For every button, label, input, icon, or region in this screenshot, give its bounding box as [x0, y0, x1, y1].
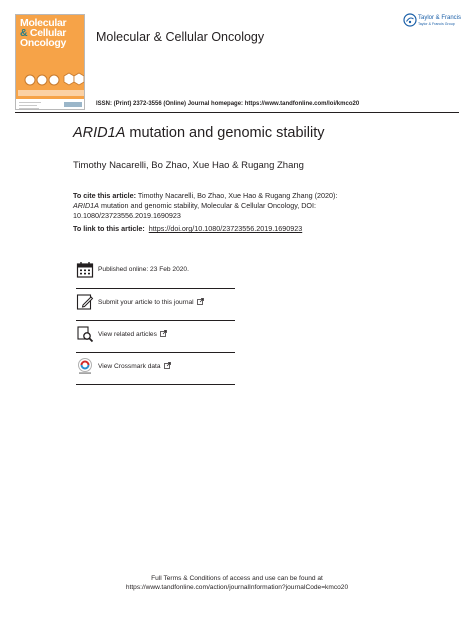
submit-article-link[interactable] — [76, 293, 236, 323]
publisher-logo-icon — [403, 13, 417, 27]
header-divider — [15, 112, 459, 113]
divider — [76, 384, 235, 385]
divider — [76, 288, 235, 289]
divider — [76, 352, 235, 353]
external-link-icon — [197, 298, 204, 305]
submit-article-icon — [76, 293, 94, 311]
publisher-name: Taylor & Francis — [418, 15, 462, 21]
published-row — [76, 261, 236, 291]
article-title — [73, 125, 324, 141]
cover-title-line1: Molecular — [20, 17, 67, 29]
terms-footer-link[interactable]: https://www.tandfonline.com/action/journalInformation?journalCode=kmco20 — [125, 584, 349, 591]
cover-title-amp: & — [20, 27, 28, 39]
article-authors: Timothy Nacarelli, Bo Zhao, Xue Hao & Rugang Zhang — [73, 160, 304, 171]
related-articles-label: View related articles — [98, 331, 157, 338]
issn-line: ISSN: (Print) 2372-3556 (Online) Journal homepage: https://www.tandfonline.com/loi/kmco20 — [96, 101, 360, 107]
article-doi-link[interactable]: https://doi.org/10.1080/23723556.2019.1690923 — [148, 224, 303, 233]
divider — [76, 320, 235, 321]
cover-title-line2: Cellular — [29, 27, 67, 39]
article-title-gene: ARID1A — [73, 125, 126, 141]
crossmark-link[interactable] — [76, 357, 236, 387]
citation-label: To cite this article: — [73, 191, 136, 200]
terms-footer — [0, 574, 474, 592]
published-date-text: Published online: 23 Feb 2020. — [98, 266, 189, 273]
link-label: To link to this article: — [73, 224, 145, 233]
journal-name[interactable]: Molecular & Cellular Oncology — [96, 30, 265, 44]
article-title-rest: mutation and genomic stability — [125, 125, 325, 141]
citation-block — [73, 191, 373, 221]
article-link-row — [73, 224, 302, 233]
cover-title-line3: Oncology — [20, 37, 67, 49]
crossmark-icon — [76, 357, 94, 375]
related-articles-link[interactable] — [76, 325, 236, 355]
cover-title — [20, 18, 82, 48]
terms-footer-line1: Full Terms & Conditions of access and use can be found at — [151, 575, 323, 582]
journal-cover-image — [15, 14, 85, 110]
submit-article-label: Submit your article to this journal — [98, 299, 194, 306]
citation-line2: mutation and genomic stability, Molecular & Cellular Oncology, DOI: — [98, 201, 317, 210]
external-link-icon — [160, 330, 167, 337]
related-articles-icon — [76, 325, 94, 343]
citation-gene: ARID1A — [73, 201, 99, 210]
calendar-icon — [76, 261, 94, 279]
cover-molecule-art — [18, 68, 84, 98]
crossmark-label: View Crossmark data — [98, 363, 161, 370]
cover-footer — [16, 99, 85, 110]
citation-line1: Timothy Nacarelli, Bo Zhao, Xue Hao & Rugang Zhang (2020): — [135, 191, 338, 200]
citation-doi: 10.1080/23723556.2019.1690923 — [73, 211, 181, 220]
publisher-subname: Taylor & Francis Group — [418, 22, 455, 26]
external-link-icon — [164, 362, 171, 369]
